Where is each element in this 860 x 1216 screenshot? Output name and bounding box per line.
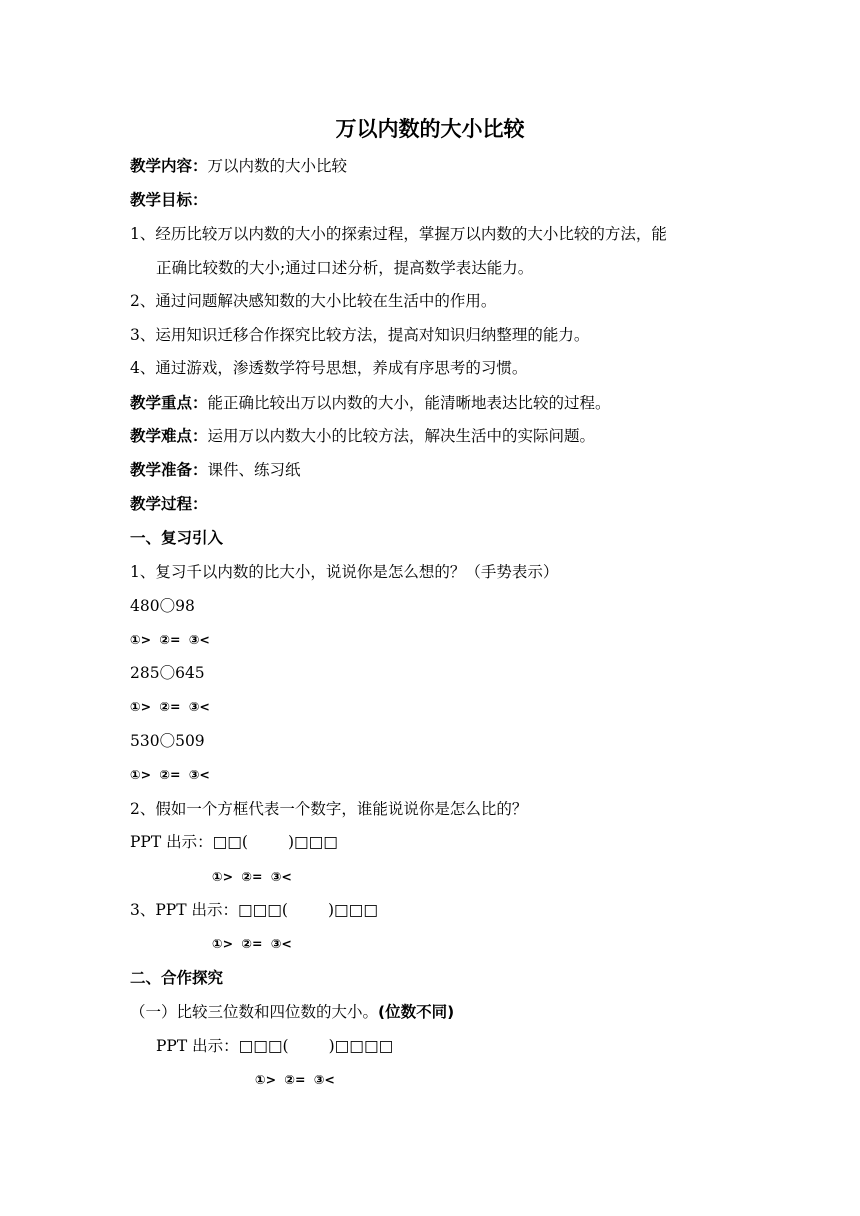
ppt-display-1 (130, 832, 338, 852)
compare-pair-1: 480〇98 (130, 597, 195, 615)
subsection-1-text: （一）比较三位数和四位数的大小。 (130, 1003, 379, 1021)
subsection-1 (130, 1002, 454, 1022)
answer-options-5: ①> ②= ③< (212, 936, 292, 951)
ppt-display-3-label: PPT 出示： (156, 1037, 239, 1055)
ppt-display-2-label: 3、PPT 出示： (130, 901, 238, 919)
ppt-display-2-left: □□□( (238, 901, 288, 919)
preparation (130, 460, 301, 480)
subsection-1-note: (位数不同) (378, 1003, 455, 1021)
compare-pair-3: 530〇509 (130, 732, 205, 750)
teaching-content (130, 156, 347, 176)
key-point-value: 能正确比较出万以内数的大小，能清晰地表达比较的过程。 (207, 394, 611, 412)
goal-item-2: 2、通过问题解决感知数的大小比较在生活中的作用。 (130, 292, 497, 310)
section-2-heading: 二、合作探究 (130, 969, 224, 987)
goal-item-1-cont: 正确比较数的大小;通过口述分析，提高数学表达能力。 (156, 259, 534, 277)
ppt-display-3-right: )□□□□ (328, 1037, 394, 1055)
answer-options-1: ①> ②= ③< (130, 632, 210, 647)
ppt-display-2-right: )□□□ (327, 901, 378, 919)
ppt-display-1-right: )□□□ (287, 833, 338, 851)
goal-item-3: 3、运用知识迁移合作探究比较方法，提高对知识归纳整理的能力。 (130, 326, 590, 344)
answer-options-2: ①> ②= ③< (130, 699, 210, 714)
process-label: 教学过程： (130, 495, 208, 513)
page-title: 万以内数的大小比较 (335, 117, 525, 141)
answer-options-4: ①> ②= ③< (212, 869, 292, 884)
answer-options-3: ①> ②= ③< (130, 767, 210, 782)
review-question-1: 1、复习千以内数的比大小，说说你是怎么想的？（手势表示） (130, 563, 559, 581)
goal-item-1: 1、经历比较万以内数的大小的探索过程，掌握万以内数的大小比较的方法，能 (130, 225, 667, 243)
teaching-content-label: 教学内容： (130, 157, 208, 175)
preparation-label: 教学准备： (130, 461, 208, 479)
section-1-heading: 一、复习引入 (130, 529, 224, 547)
compare-pair-2: 285〇645 (130, 664, 205, 682)
difficulty-label: 教学难点： (130, 427, 208, 445)
difficulty (130, 426, 595, 446)
ppt-display-1-left: □□( (212, 833, 248, 851)
goals-label: 教学目标： (130, 191, 208, 209)
ppt-display-3-left: □□□( (238, 1037, 289, 1055)
ppt-display-2 (130, 900, 378, 920)
ppt-display-1-label: PPT 出示： (130, 833, 213, 851)
difficulty-value: 运用万以内数大小的比较方法，解决生活中的实际问题。 (207, 427, 596, 445)
preparation-value: 课件、练习纸 (207, 461, 301, 479)
key-point (130, 393, 611, 413)
ppt-display-3 (156, 1036, 393, 1056)
answer-options-6: ①> ②= ③< (255, 1072, 335, 1087)
goal-item-4: 4、通过游戏，渗透数学符号思想，养成有序思考的习惯。 (130, 359, 528, 377)
review-question-2: 2、假如一个方框代表一个数字，谁能说说你是怎么比的？ (130, 800, 528, 818)
teaching-content-value: 万以内数的大小比较 (207, 157, 348, 175)
key-point-label: 教学重点： (130, 394, 208, 412)
